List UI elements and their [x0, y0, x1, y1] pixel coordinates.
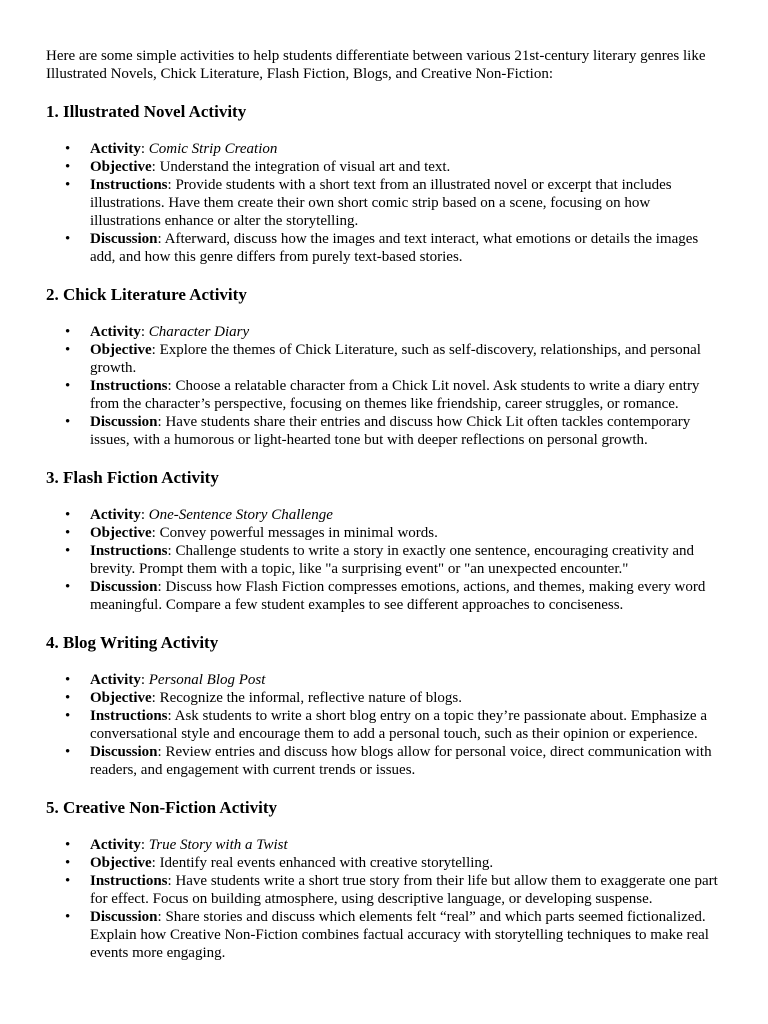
instructions-label: Instructions — [90, 543, 168, 559]
list-item-discussion: • Discussion: Afterward, discuss how the images and text interact, what emotions or details the images add, and how this genre differs from purely text-based stories. — [90, 230, 722, 266]
section-flash-fiction — [46, 468, 722, 614]
activity-label: Activity — [90, 507, 141, 523]
list-item-instructions: • Instructions: Choose a relatable character from a Chick Lit novel. Ask students to write a diary entry from the character’s perspective, focusing on themes like friendship, career struggles, or romance. — [90, 377, 722, 413]
list-item-discussion: • Discussion: Review entries and discuss how blogs allow for personal voice, direct communication with readers, and engagement with current trends or issues. — [90, 743, 722, 779]
discussion-label: Discussion — [90, 579, 158, 595]
section-illustrated-novel — [46, 102, 722, 266]
discussion-text: Review entries and discuss how blogs allow for personal voice, direct communication with readers, and engagement with current trends or issues. — [90, 744, 712, 778]
list-item-activity: • Activity: One-Sentence Story Challenge — [90, 506, 722, 524]
activity-title: Character Diary — [148, 324, 250, 340]
section-creative-non-fiction — [46, 798, 722, 962]
activity-list — [46, 323, 722, 449]
objective-text: Convey powerful messages in minimal words. — [159, 525, 438, 541]
objective-label: Objective — [90, 855, 152, 871]
section-heading: 4. Blog Writing Activity — [46, 633, 219, 652]
list-item-objective: • Objective: Convey powerful messages in minimal words. — [90, 524, 722, 542]
section-heading: 5. Creative Non-Fiction Activity — [46, 798, 278, 817]
activity-label: Activity — [90, 837, 141, 853]
instructions-label: Instructions — [90, 177, 168, 193]
discussion-label: Discussion — [90, 231, 158, 247]
activity-list — [46, 836, 722, 962]
list-item-discussion: • Discussion: Share stories and discuss which elements felt “real” and which parts seemed fictionalized. Explain how Creative Non-Fiction combines factual accuracy with storytelling techniques to make real events more engaging. — [90, 908, 722, 962]
discussion-text: Discuss how Flash Fiction compresses emotions, actions, and themes, making every word meaningful. Compare a few student examples to see different approaches to conciseness. — [90, 579, 706, 613]
activity-label: Activity — [90, 672, 141, 688]
activity-list — [46, 671, 722, 779]
objective-text: Understand the integration of visual art and text. — [159, 159, 451, 175]
section-heading: 3. Flash Fiction Activity — [46, 468, 219, 487]
activity-list — [46, 140, 722, 266]
list-item-activity: • Activity: Personal Blog Post — [90, 671, 722, 689]
activity-label: Activity — [90, 141, 141, 157]
activity-title: Comic Strip Creation — [148, 141, 278, 157]
instructions-text: Ask students to write a short blog entry on a topic they’re passionate about. Emphasize a conversational style and encourage them to add a personal touch, such as their opinion or experience. — [90, 708, 707, 742]
section-blog-writing — [46, 633, 722, 779]
list-item-objective: • Objective: Understand the integration of visual art and text. — [90, 158, 722, 176]
objective-text: Explore the themes of Chick Literature, such as self-discovery, relationships, and personal growth. — [90, 342, 701, 376]
discussion-text: Have students share their entries and discuss how Chick Lit often tackles contemporary issues, with a humorous or light-hearted tone but with deeper reflections on personal growth. — [90, 414, 691, 448]
list-item-activity: • Activity: True Story with a Twist — [90, 836, 722, 854]
discussion-text: Afterward, discuss how the images and text interact, what emotions or details the images add, and how this genre differs from purely text-based stories. — [90, 231, 699, 265]
section-heading: 2. Chick Literature Activity — [46, 285, 247, 304]
instructions-text: Challenge students to write a story in exactly one sentence, encouraging creativity and brevity. Prompt them with a topic, like "a surprising event" or "an unexpected encounter." — [90, 543, 695, 577]
intro-paragraph: Here are some simple activities to help students differentiate between various 21st-century literary genres like Illustrated Novels, Chick Literature, Flash Fiction, Blogs, and Creative Non-Fiction: — [46, 48, 706, 82]
activity-title: True Story with a Twist — [148, 837, 288, 853]
list-item-instructions: • Instructions: Have students write a short true story from their life but allow them to exaggerate one part for effect. Focus on building atmosphere, using descriptive language, or developing suspense. — [90, 872, 722, 908]
list-item-objective: • Objective: Identify real events enhanced with creative storytelling. — [90, 854, 722, 872]
objective-text: Identify real events enhanced with creative storytelling. — [159, 855, 494, 871]
objective-label: Objective — [90, 690, 152, 706]
list-item-instructions: • Instructions: Provide students with a short text from an illustrated novel or excerpt that includes illustrations. Have them create their own short comic strip based on a scene, focusing on how illustrations enhance or alter the storytelling. — [90, 176, 722, 230]
discussion-text: Share stories and discuss which elements felt “real” and which parts seemed fictionalized. Explain how Creative Non-Fiction combines factual accuracy with storytelling techniques to make real events more engaging. — [90, 909, 709, 961]
instructions-label: Instructions — [90, 378, 168, 394]
list-item-activity: • Activity: Character Diary — [90, 323, 722, 341]
section-heading: 1. Illustrated Novel Activity — [46, 102, 247, 121]
instructions-label: Instructions — [90, 873, 168, 889]
activity-title: Personal Blog Post — [148, 672, 266, 688]
discussion-label: Discussion — [90, 414, 158, 430]
instructions-text: Provide students with a short text from an illustrated novel or excerpt that includes illustrations. Have them create their own short comic strip based on a scene, focusing on how illustrations enhance or alter the storytelling. — [90, 177, 672, 229]
list-item-instructions: • Instructions: Challenge students to write a story in exactly one sentence, encouraging creativity and brevity. Prompt them with a topic, like "a surprising event" or "an unexpected encounter." — [90, 542, 722, 578]
instructions-text: Have students write a short true story from their life but allow them to exaggerate one part for effect. Focus on building atmosphere, using descriptive language, or developing suspense. — [90, 873, 718, 907]
objective-label: Objective — [90, 342, 152, 358]
discussion-label: Discussion — [90, 909, 158, 925]
objective-text: Recognize the informal, reflective nature of blogs. — [159, 690, 462, 706]
instructions-label: Instructions — [90, 708, 168, 724]
activity-label: Activity — [90, 324, 141, 340]
list-item-instructions: • Instructions: Ask students to write a short blog entry on a topic they’re passionate about. Emphasize a conversational style and encourage them to add a personal touch, such as their opinion or experience. — [90, 707, 722, 743]
list-item-activity: • Activity: Comic Strip Creation — [90, 140, 722, 158]
instructions-text: Choose a relatable character from a Chick Lit novel. Ask students to write a diary entry from the character’s perspective, focusing on themes like friendship, career struggles, or romance. — [90, 378, 700, 412]
list-item-objective: • Objective: Explore the themes of Chick Literature, such as self-discovery, relationships, and personal growth. — [90, 341, 722, 377]
list-item-discussion: • Discussion: Discuss how Flash Fiction compresses emotions, actions, and themes, making every word meaningful. Compare a few student examples to see different approaches to conciseness. — [90, 578, 722, 614]
objective-label: Objective — [90, 525, 152, 541]
discussion-label: Discussion — [90, 744, 158, 760]
list-item-objective: • Objective: Recognize the informal, reflective nature of blogs. — [90, 689, 722, 707]
objective-label: Objective — [90, 159, 152, 175]
activity-list — [46, 506, 722, 614]
list-item-discussion: • Discussion: Have students share their entries and discuss how Chick Lit often tackles contemporary issues, with a humorous or light-hearted tone but with deeper reflections on personal growth. — [90, 413, 722, 449]
activity-title: One-Sentence Story Challenge — [148, 507, 333, 523]
section-chick-literature — [46, 285, 722, 449]
